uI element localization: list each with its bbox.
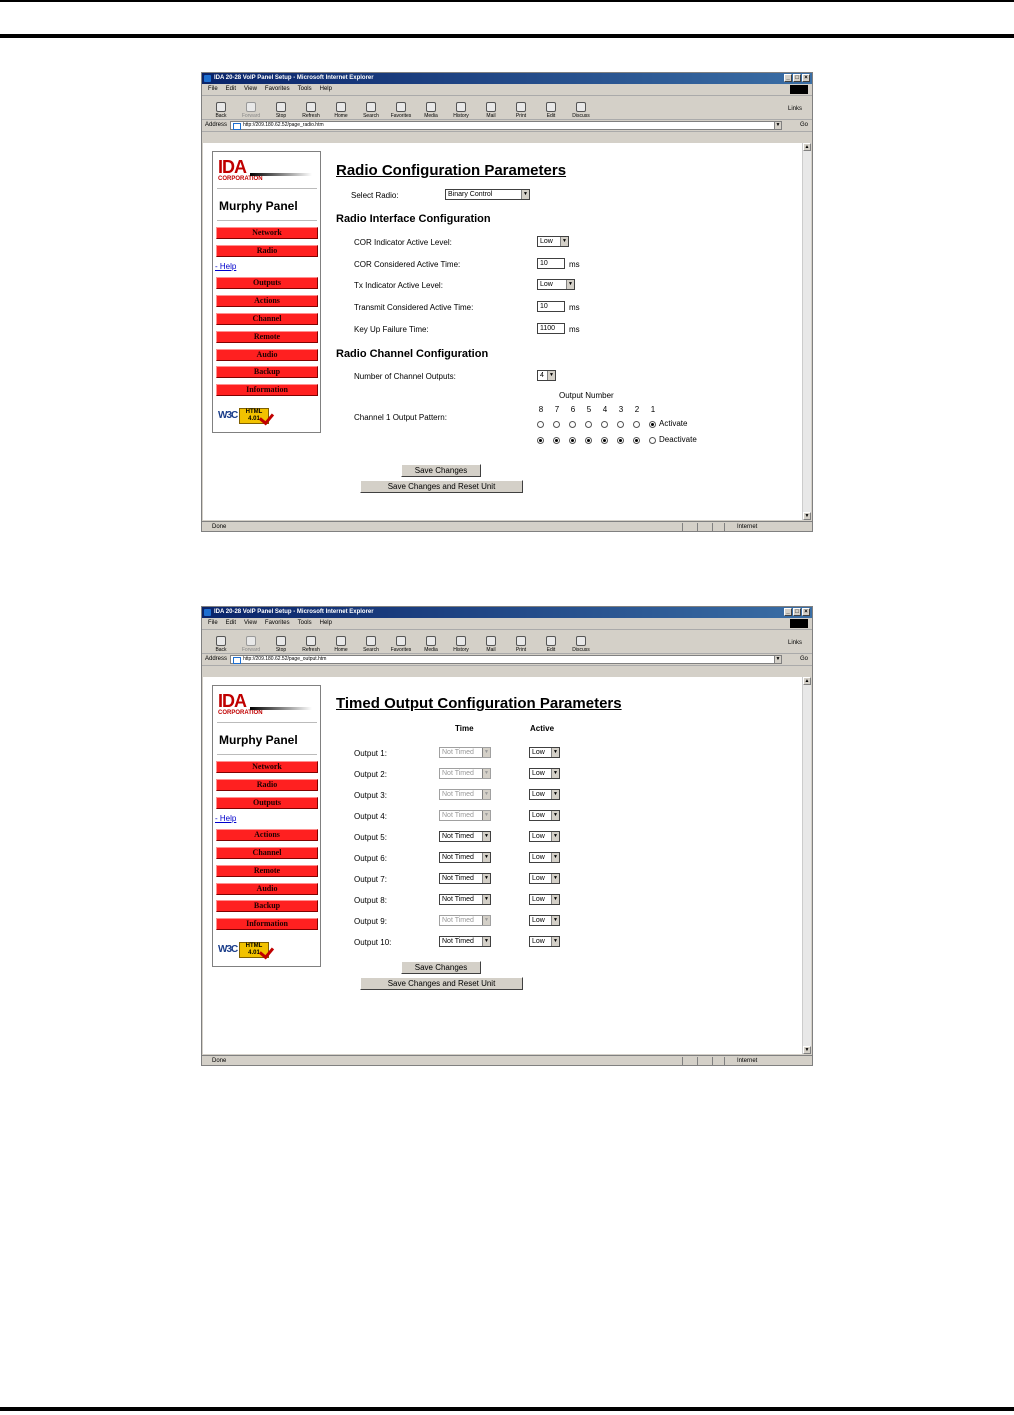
status-text: Done xyxy=(212,524,227,530)
ida-logo: IDA CORPORATION xyxy=(218,693,263,717)
deactivate-radio-4[interactable] xyxy=(601,437,608,444)
address-bar xyxy=(202,120,812,132)
vertical-scrollbar[interactable] xyxy=(802,143,811,520)
print-icon xyxy=(516,102,526,112)
nav-radio-button[interactable]: Radio xyxy=(216,245,318,257)
tx-level-label: Tx Indicator Active Level: xyxy=(354,281,443,290)
nav-channel-button[interactable]: Channel xyxy=(216,313,318,325)
nav-audio-button[interactable]: Audio xyxy=(216,349,318,361)
back-arrow-icon xyxy=(216,636,226,646)
nav-backup-button[interactable]: Backup xyxy=(216,900,318,912)
toolbar-refresh-button[interactable]: Refresh xyxy=(296,102,326,119)
title-bar xyxy=(202,607,812,618)
output-number-1: 1 xyxy=(650,405,656,414)
output-label: Output 8: xyxy=(354,896,387,905)
chevron-down-icon: ▼ xyxy=(482,811,490,820)
tx-time-label: Transmit Considered Active Time: xyxy=(354,303,474,312)
output-active-select[interactable]: Low ▼ xyxy=(529,915,560,926)
num-outputs-label: Number of Channel Outputs: xyxy=(354,372,456,381)
browser-window-radio xyxy=(201,72,813,532)
window-title: IDA 20-28 VoIP Panel Setup - Microsoft Internet Explorer xyxy=(214,75,374,81)
chevron-down-icon: ▼ xyxy=(566,280,574,289)
address-input[interactable]: http://209.180.62.52/page_output.htm xyxy=(230,655,778,664)
toolbar-mail-button[interactable]: Mail xyxy=(476,636,506,653)
nav-radio-button[interactable]: Radio xyxy=(216,779,318,791)
browser-window-output xyxy=(201,606,813,1066)
chevron-down-icon: ▼ xyxy=(560,237,568,246)
go-button[interactable]: Go xyxy=(799,122,808,128)
toolbar xyxy=(202,630,812,654)
menu-bar xyxy=(202,84,812,96)
chevron-down-icon: ▼ xyxy=(482,769,490,778)
windows-logo-icon xyxy=(790,619,808,628)
chevron-down-icon: ▼ xyxy=(521,190,529,199)
search-icon xyxy=(366,636,376,646)
print-icon xyxy=(516,636,526,646)
refresh-icon xyxy=(306,636,316,646)
windows-logo-icon xyxy=(790,85,808,94)
links-button[interactable]: Links xyxy=(787,640,802,646)
activate-radio-1[interactable] xyxy=(649,421,656,428)
toolbar-media-button[interactable]: Media xyxy=(416,102,446,119)
output-label: Output 4: xyxy=(354,812,387,821)
deactivate-radio-5[interactable] xyxy=(585,437,592,444)
deactivate-radio-6[interactable] xyxy=(569,437,576,444)
nav-channel-button[interactable]: Channel xyxy=(216,847,318,859)
output-time-select[interactable]: Not Timed ▼ xyxy=(439,936,491,947)
output-label: Output 6: xyxy=(354,854,387,863)
chevron-down-icon: ▼ xyxy=(551,853,559,862)
nav-backup-button[interactable]: Backup xyxy=(216,366,318,378)
chevron-down-icon: ▼ xyxy=(551,748,559,757)
menu-favorites[interactable]: Favorites xyxy=(264,86,290,92)
chevron-down-icon: ▼ xyxy=(482,895,490,904)
keyup-label: Key Up Failure Time: xyxy=(354,325,429,334)
toolbar-media-button[interactable]: Media xyxy=(416,636,446,653)
nav-panel: IDA CORPORATION Murphy Panel Network Radio Outputs - Help Actions Channel Remote Audio Backup Information W3C HTML 4.01 xyxy=(212,685,321,967)
output-active-select[interactable]: Low ▼ xyxy=(529,747,560,758)
output-active-select[interactable]: Low ▼ xyxy=(529,831,560,842)
activate-radio-7[interactable] xyxy=(553,421,560,428)
close-icon[interactable]: × xyxy=(802,608,810,616)
keyup-unit: ms xyxy=(569,325,580,334)
activate-radio-6[interactable] xyxy=(569,421,576,428)
menu-tools[interactable]: Tools xyxy=(297,620,312,626)
nav-information-button[interactable]: Information xyxy=(216,384,318,396)
nav-title: Murphy Panel xyxy=(219,199,298,213)
back-arrow-icon xyxy=(216,102,226,112)
cor-level-label: COR Indicator Active Level: xyxy=(354,238,452,247)
radio-interface-heading: Radio Interface Configuration xyxy=(336,213,491,225)
toolbar-print-button[interactable]: Print xyxy=(506,102,536,119)
address-label: Address xyxy=(205,656,228,662)
chevron-down-icon: ▼ xyxy=(551,874,559,883)
menu-help[interactable]: Help xyxy=(319,620,332,626)
minimize-icon[interactable]: _ xyxy=(784,608,792,616)
menu-file[interactable]: File xyxy=(208,86,218,92)
pattern-label: Channel 1 Output Pattern: xyxy=(354,413,447,422)
edit-icon xyxy=(546,102,556,112)
go-button[interactable]: Go xyxy=(799,656,808,662)
mail-icon xyxy=(486,102,496,112)
nav-outputs-button[interactable]: Outputs xyxy=(216,797,318,809)
tx-time-input[interactable]: 10 xyxy=(537,301,565,312)
output-number-6: 6 xyxy=(570,405,576,414)
toolbar-history-button[interactable]: History xyxy=(446,636,476,653)
output-number-header: Output Number xyxy=(559,391,614,400)
toolbar-back-button[interactable]: Back xyxy=(206,102,236,119)
output-label: Output 5: xyxy=(354,833,387,842)
toolbar-search-button[interactable]: Search xyxy=(356,636,386,653)
select-radio-label: Select Radio: xyxy=(351,191,399,200)
toolbar-discuss-button[interactable]: Discuss xyxy=(566,636,596,653)
toolbar-refresh-button[interactable]: Refresh xyxy=(296,636,326,653)
page-title: Timed Output Configuration Parameters xyxy=(336,695,622,712)
radio-channel-heading: Radio Channel Configuration xyxy=(336,348,489,360)
output-time-select[interactable]: Not Timed ▼ xyxy=(439,768,491,779)
menu-view[interactable]: View xyxy=(244,620,257,626)
favorites-icon xyxy=(396,636,406,646)
chevron-down-icon: ▼ xyxy=(482,874,490,883)
output-number-7: 7 xyxy=(554,405,560,414)
output-label: Output 7: xyxy=(354,875,387,884)
nav-network-button[interactable]: Network xyxy=(216,761,318,773)
menu-edit[interactable]: Edit xyxy=(225,620,237,626)
tx-time-unit: ms xyxy=(569,303,580,312)
save-reset-button[interactable]: Save Changes and Reset Unit xyxy=(360,480,523,493)
scroll-down-icon[interactable]: ▼ xyxy=(804,1047,810,1053)
ie-icon xyxy=(204,75,211,82)
chevron-down-icon: ▼ xyxy=(551,916,559,925)
chevron-down-icon: ▼ xyxy=(551,790,559,799)
toolbar-stop-button[interactable]: Stop xyxy=(266,636,296,653)
tx-level-select[interactable]: Low ▼ xyxy=(537,279,575,290)
page-content xyxy=(203,143,803,520)
edit-icon xyxy=(546,636,556,646)
page-title: Radio Configuration Parameters xyxy=(336,162,567,179)
activate-radio-3[interactable] xyxy=(617,421,624,428)
nav-actions-button[interactable]: Actions xyxy=(216,829,318,841)
output-time-select[interactable]: Not Timed ▼ xyxy=(439,852,491,863)
toolbar-back-button[interactable]: Back xyxy=(206,636,236,653)
num-outputs-select[interactable]: 4 ▼ xyxy=(537,370,556,381)
output-time-select[interactable]: Not Timed ▼ xyxy=(439,810,491,821)
ida-logo: IDA CORPORATION xyxy=(218,159,263,183)
output-time-select[interactable]: Not Timed ▼ xyxy=(439,894,491,905)
home-icon xyxy=(336,102,346,112)
top-rule-thick xyxy=(0,34,1014,38)
chevron-down-icon: ▼ xyxy=(482,937,490,946)
scroll-up-icon[interactable]: ▲ xyxy=(804,678,810,684)
media-icon xyxy=(426,636,436,646)
output-active-select[interactable]: Low ▼ xyxy=(529,768,560,779)
status-bar xyxy=(202,1055,812,1065)
output-label: Output 2: xyxy=(354,770,387,779)
toolbar-favorites-button[interactable]: Favorites xyxy=(386,636,416,653)
chevron-down-icon: ▼ xyxy=(482,832,490,841)
output-active-select[interactable]: Low ▼ xyxy=(529,873,560,884)
menu-view[interactable]: View xyxy=(244,86,257,92)
nav-panel: IDA CORPORATION Murphy Panel Network Radio - Help Outputs Actions Channel Remote Audio Backup Information W3C HTML 4.01 xyxy=(212,151,321,433)
toolbar-forward-button[interactable]: Forward xyxy=(236,636,266,653)
toolbar-mail-button[interactable]: Mail xyxy=(476,102,506,119)
save-changes-button[interactable]: Save Changes xyxy=(401,464,481,477)
restore-icon[interactable]: □ xyxy=(793,608,801,616)
output-time-select[interactable]: Not Timed ▼ xyxy=(439,747,491,758)
deactivate-radio-8[interactable] xyxy=(537,437,544,444)
save-changes-button[interactable]: Save Changes xyxy=(401,961,481,974)
toolbar-stop-button[interactable]: Stop xyxy=(266,102,296,119)
output-active-select[interactable]: Low ▼ xyxy=(529,810,560,821)
refresh-icon xyxy=(306,102,316,112)
stop-icon xyxy=(276,102,286,112)
nav-network-button[interactable]: Network xyxy=(216,227,318,239)
output-label: Output 9: xyxy=(354,917,387,926)
toolbar-edit-button[interactable]: Edit xyxy=(536,102,566,119)
menu-edit[interactable]: Edit xyxy=(225,86,237,92)
top-rule-thin xyxy=(0,0,1014,2)
nav-information-button[interactable]: Information xyxy=(216,918,318,930)
security-zone: Internet xyxy=(737,1058,758,1064)
chevron-down-icon: ▼ xyxy=(547,371,555,380)
chevron-down-icon: ▼ xyxy=(482,790,490,799)
nav-help-link[interactable]: - Help xyxy=(215,814,237,823)
activate-radio-4[interactable] xyxy=(601,421,608,428)
nav-remote-button[interactable]: Remote xyxy=(216,865,318,877)
chevron-down-icon: ▼ xyxy=(482,748,490,757)
toolbar-home-button[interactable]: Home xyxy=(326,102,356,119)
scroll-up-icon[interactable]: ▲ xyxy=(804,144,810,150)
nav-remote-button[interactable]: Remote xyxy=(216,331,318,343)
nav-outputs-button[interactable]: Outputs xyxy=(216,277,318,289)
address-label: Address xyxy=(205,122,228,128)
chevron-down-icon: ▼ xyxy=(482,853,490,862)
search-icon xyxy=(366,102,376,112)
output-time-select[interactable]: Not Timed ▼ xyxy=(439,789,491,800)
output-number-2: 2 xyxy=(634,405,640,414)
menu-help[interactable]: Help xyxy=(319,86,332,92)
discuss-icon xyxy=(576,636,586,646)
time-column-header: Time xyxy=(455,724,474,733)
output-label: Output 3: xyxy=(354,791,387,800)
save-reset-button[interactable]: Save Changes and Reset Unit xyxy=(360,977,523,990)
toolbar-print-button[interactable]: Print xyxy=(506,636,536,653)
address-dropdown-icon[interactable]: ▼ xyxy=(775,122,781,128)
chevron-down-icon: ▼ xyxy=(551,895,559,904)
chevron-down-icon: ▼ xyxy=(551,832,559,841)
select-radio-dropdown[interactable]: Binary Control ▼ xyxy=(445,189,530,200)
forward-arrow-icon xyxy=(246,636,256,646)
activate-radio-8[interactable] xyxy=(537,421,544,428)
window-title: IDA 20-28 VoIP Panel Setup - Microsoft Internet Explorer xyxy=(214,609,374,615)
activate-radio-5[interactable] xyxy=(585,421,592,428)
deactivate-radio-3[interactable] xyxy=(617,437,624,444)
cor-time-label: COR Considered Active Time: xyxy=(354,260,461,269)
output-number-8: 8 xyxy=(538,405,544,414)
toolbar-edit-button[interactable]: Edit xyxy=(536,636,566,653)
menu-tools[interactable]: Tools xyxy=(297,86,312,92)
toolbar-history-button[interactable]: History xyxy=(446,102,476,119)
status-text: Done xyxy=(212,1058,227,1064)
deactivate-radio-2[interactable] xyxy=(633,437,640,444)
address-input[interactable]: http://209.180.62.52/page_radio.htm xyxy=(230,121,778,130)
toolbar-forward-button[interactable]: Forward xyxy=(236,102,266,119)
bottom-rule xyxy=(0,1407,1014,1411)
history-icon xyxy=(456,102,466,112)
nav-help-link[interactable]: - Help xyxy=(215,262,237,271)
deactivate-radio-7[interactable] xyxy=(553,437,560,444)
output-number-3: 3 xyxy=(618,405,624,414)
deactivate-label: Deactivate xyxy=(659,435,697,444)
nav-title: Murphy Panel xyxy=(219,733,298,747)
restore-icon[interactable]: □ xyxy=(793,74,801,82)
chevron-down-icon: ▼ xyxy=(551,811,559,820)
output-time-select[interactable]: Not Timed ▼ xyxy=(439,915,491,926)
output-active-select[interactable]: Low ▼ xyxy=(529,936,560,947)
output-label: Output 1: xyxy=(354,749,387,758)
ie-icon xyxy=(204,609,211,616)
history-icon xyxy=(456,636,466,646)
activate-radio-2[interactable] xyxy=(633,421,640,428)
toolbar-favorites-button[interactable]: Favorites xyxy=(386,102,416,119)
vertical-scrollbar[interactable] xyxy=(802,677,811,1054)
page-icon xyxy=(233,123,241,130)
nav-audio-button[interactable]: Audio xyxy=(216,883,318,895)
output-active-select[interactable]: Low ▼ xyxy=(529,789,560,800)
favorites-icon xyxy=(396,102,406,112)
output-number-5: 5 xyxy=(586,405,592,414)
output-time-select[interactable]: Not Timed ▼ xyxy=(439,831,491,842)
toolbar-discuss-button[interactable]: Discuss xyxy=(566,102,596,119)
minimize-icon[interactable]: _ xyxy=(784,74,792,82)
menu-bar xyxy=(202,618,812,630)
keyup-input[interactable]: 1100 xyxy=(537,323,565,334)
toolbar-search-button[interactable]: Search xyxy=(356,102,386,119)
stop-icon xyxy=(276,636,286,646)
page-content xyxy=(203,677,803,1054)
toolbar xyxy=(202,96,812,120)
cor-time-input[interactable]: 10 xyxy=(537,258,565,269)
output-number-4: 4 xyxy=(602,405,608,414)
page-icon xyxy=(233,657,241,664)
home-icon xyxy=(336,636,346,646)
media-icon xyxy=(426,102,436,112)
scroll-down-icon[interactable]: ▼ xyxy=(804,513,810,519)
menu-favorites[interactable]: Favorites xyxy=(264,620,290,626)
output-active-select[interactable]: Low ▼ xyxy=(529,894,560,905)
output-time-select[interactable]: Not Timed ▼ xyxy=(439,873,491,884)
security-zone: Internet xyxy=(737,524,758,530)
nav-actions-button[interactable]: Actions xyxy=(216,295,318,307)
activate-label: Activate xyxy=(659,419,688,428)
links-button[interactable]: Links xyxy=(787,106,802,112)
status-bar xyxy=(202,521,812,531)
output-label: Output 10: xyxy=(354,938,392,947)
output-active-select[interactable]: Low ▼ xyxy=(529,852,560,863)
discuss-icon xyxy=(576,102,586,112)
title-bar xyxy=(202,73,812,84)
mail-icon xyxy=(486,636,496,646)
close-icon[interactable]: × xyxy=(802,74,810,82)
address-dropdown-icon[interactable]: ▼ xyxy=(775,656,781,662)
active-column-header: Active xyxy=(530,724,555,733)
cor-time-unit: ms xyxy=(569,260,580,269)
address-bar xyxy=(202,654,812,666)
menu-file[interactable]: File xyxy=(208,620,218,626)
toolbar-home-button[interactable]: Home xyxy=(326,636,356,653)
chevron-down-icon: ▼ xyxy=(551,769,559,778)
chevron-down-icon: ▼ xyxy=(482,916,490,925)
forward-arrow-icon xyxy=(246,102,256,112)
chevron-down-icon: ▼ xyxy=(551,937,559,946)
deactivate-radio-1[interactable] xyxy=(649,437,656,444)
cor-level-select[interactable]: Low ▼ xyxy=(537,236,569,247)
